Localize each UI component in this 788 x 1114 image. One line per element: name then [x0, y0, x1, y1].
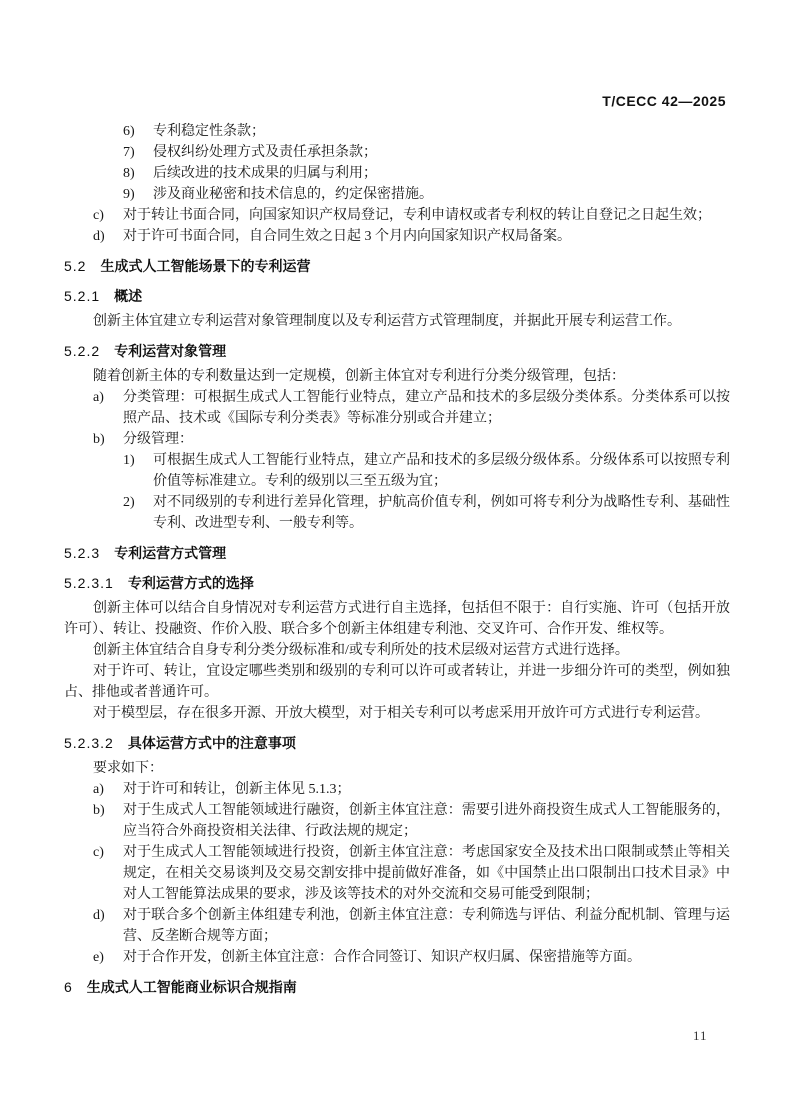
list-item-text: 对于许可和转让，创新主体见 5.1.3；: [123, 782, 351, 797]
section-title: 专利运营对象管理: [114, 343, 227, 359]
section-number: 5.2.3.2: [64, 735, 114, 751]
list-item-text: 专利稳定性条款；: [153, 124, 265, 139]
list-item-text: 对于转让书面合同，向国家知识产权局登记，专利申请权或者专利权的转让自登记之日起生效；: [123, 208, 711, 223]
paragraph: 创新主体宜建立专利运营对象管理制度以及专利运营方式管理制度，并据此开展专利运营工作。: [93, 314, 681, 329]
list-item-text: 侵权纠纷处理方式及责任承担条款；: [153, 145, 377, 160]
doc-code: T/CECC 42—2025: [602, 93, 726, 109]
list-item-label: a): [93, 390, 104, 405]
section-title: 具体运营方式中的注意事项: [127, 735, 296, 751]
list-item: [64, 905, 730, 947]
list-item: [64, 779, 730, 800]
document-footer: [693, 1025, 708, 1046]
list-item-label: c): [93, 208, 104, 223]
paragraph: 要求如下：: [93, 761, 163, 776]
list-item-label: 9): [123, 187, 135, 202]
list-item: [64, 947, 730, 968]
page-number: 11: [693, 1028, 708, 1043]
list-item-label: 8): [123, 166, 135, 181]
paragraph: 随着创新主体的专利数量达到一定规模，创新主体宜对专利进行分类分级管理，包括：: [93, 369, 625, 384]
section-number: 5.2.3.1: [64, 575, 114, 591]
list-item-text: 对于合作开发，创新主体宜注意：合作合同签订、知识产权归属、保密措施等方面。: [123, 950, 641, 965]
section-heading: [64, 286, 730, 307]
list-item-label: a): [93, 782, 104, 797]
list-item: [64, 842, 730, 905]
section-number: 5.2.1: [64, 288, 101, 304]
list-item: [64, 184, 730, 205]
list-item: [64, 387, 730, 429]
paragraph: 创新主体可以结合自身情况对专利运营方式进行自主选择，包括但不限于：自行实施、许可（包括开放许可）、转让、投融资、作价入股、联合多个创新主体组建专利池、交叉许可、合作开发、维权等。: [64, 601, 730, 637]
list-item: [64, 429, 730, 450]
paragraph: 对于模型层，存在很多开源、开放大模型，对于相关专利可以考虑采用开放许可方式进行专利运营。: [93, 706, 709, 721]
chapter-number: 6: [64, 979, 73, 995]
list-item: [64, 163, 730, 184]
section-heading: [64, 543, 730, 564]
section-heading: [64, 733, 730, 754]
list-item-text: 分级管理：: [123, 432, 193, 447]
list-item-label: d): [93, 229, 105, 244]
list-item: [64, 226, 730, 247]
list-item-label: 6): [123, 124, 135, 139]
list-item-text: 对于生成式人工智能领域进行融资，创新主体宜注意：需要引进外商投资生成式人工智能服务的，应当符合外商投资相关法律、行政法规的规定；: [123, 803, 730, 839]
paragraph: 对于许可、转让，宜设定哪些类别和级别的专利可以许可或者转让，并进一步细分许可的类型，例如独占、排他或者普通许可。: [64, 664, 730, 700]
list-item-label: c): [93, 845, 104, 860]
list-item-text: 后续改进的技术成果的归属与利用；: [153, 166, 377, 181]
section-title: 专利运营方式管理: [114, 545, 227, 561]
section-heading: [64, 573, 730, 594]
section-number: 5.2.3: [64, 545, 101, 561]
section-title: 生成式人工智能场景下的专利运营: [100, 258, 311, 274]
chapter-heading: [64, 977, 730, 998]
list-item-label: b): [93, 803, 105, 818]
list-item: [64, 121, 730, 142]
list-item-text: 分类管理：可根据生成式人工智能行业特点，建立产品和技术的多层级分类体系。分类体系可以按照产品、技术或《国际专利分类表》等标准分别或合并建立；: [123, 390, 730, 426]
list-item: [64, 450, 730, 492]
list-item: [64, 142, 730, 163]
list-item-text: 对于联合多个创新主体组建专利池，创新主体宜注意：专利筛选与评估、利益分配机制、管理与运营、反垄断合规等方面；: [123, 908, 730, 944]
document-content: [64, 121, 730, 1002]
section-heading: [64, 256, 730, 277]
section-title: 专利运营方式的选择: [127, 575, 254, 591]
list-item: [64, 205, 730, 226]
list-item-text: 对于许可书面合同，自合同生效之日起 3 个月内向国家知识产权局备案。: [123, 229, 571, 244]
list-item-label: 1): [123, 453, 135, 468]
chapter-title: 生成式人工智能商业标识合规指南: [86, 979, 297, 995]
paragraph: 创新主体宜结合自身专利分类分级标准和/或专利所处的技术层级对运营方式进行选择。: [93, 643, 629, 658]
list-item-label: 7): [123, 145, 135, 160]
list-item-label: 2): [123, 495, 135, 510]
list-item-text: 对于生成式人工智能领域进行投资，创新主体宜注意：考虑国家安全及技术出口限制或禁止等相关规定，在相关交易谈判及交易交割安排中提前做好准备，如《中国禁止出口限制出口技术目录》中对人工智能算法成果的要求，涉及该等技术的对外交流和交易可能受到限制；: [123, 845, 730, 902]
section-number: 5.2.2: [64, 343, 101, 359]
list-item-label: d): [93, 908, 105, 923]
list-item: [64, 492, 730, 534]
section-title: 概述: [114, 288, 143, 304]
list-item: [64, 800, 730, 842]
list-item-text: 对不同级别的专利进行差异化管理，护航高价值专利，例如可将专利分为战略性专利、基础性专利、改进型专利、一般专利等。: [153, 495, 730, 531]
list-item-label: e): [93, 950, 104, 965]
list-item-text: 可根据生成式人工智能行业特点，建立产品和技术的多层级分级体系。分级体系可以按照专利价值等标准建立。专利的级别以三至五级为宜；: [153, 453, 730, 489]
list-item-text: 涉及商业秘密和技术信息的，约定保密措施。: [153, 187, 433, 202]
document-header: [64, 91, 726, 112]
list-item-label: b): [93, 432, 105, 447]
section-heading: [64, 341, 730, 362]
section-number: 5.2: [64, 258, 87, 274]
